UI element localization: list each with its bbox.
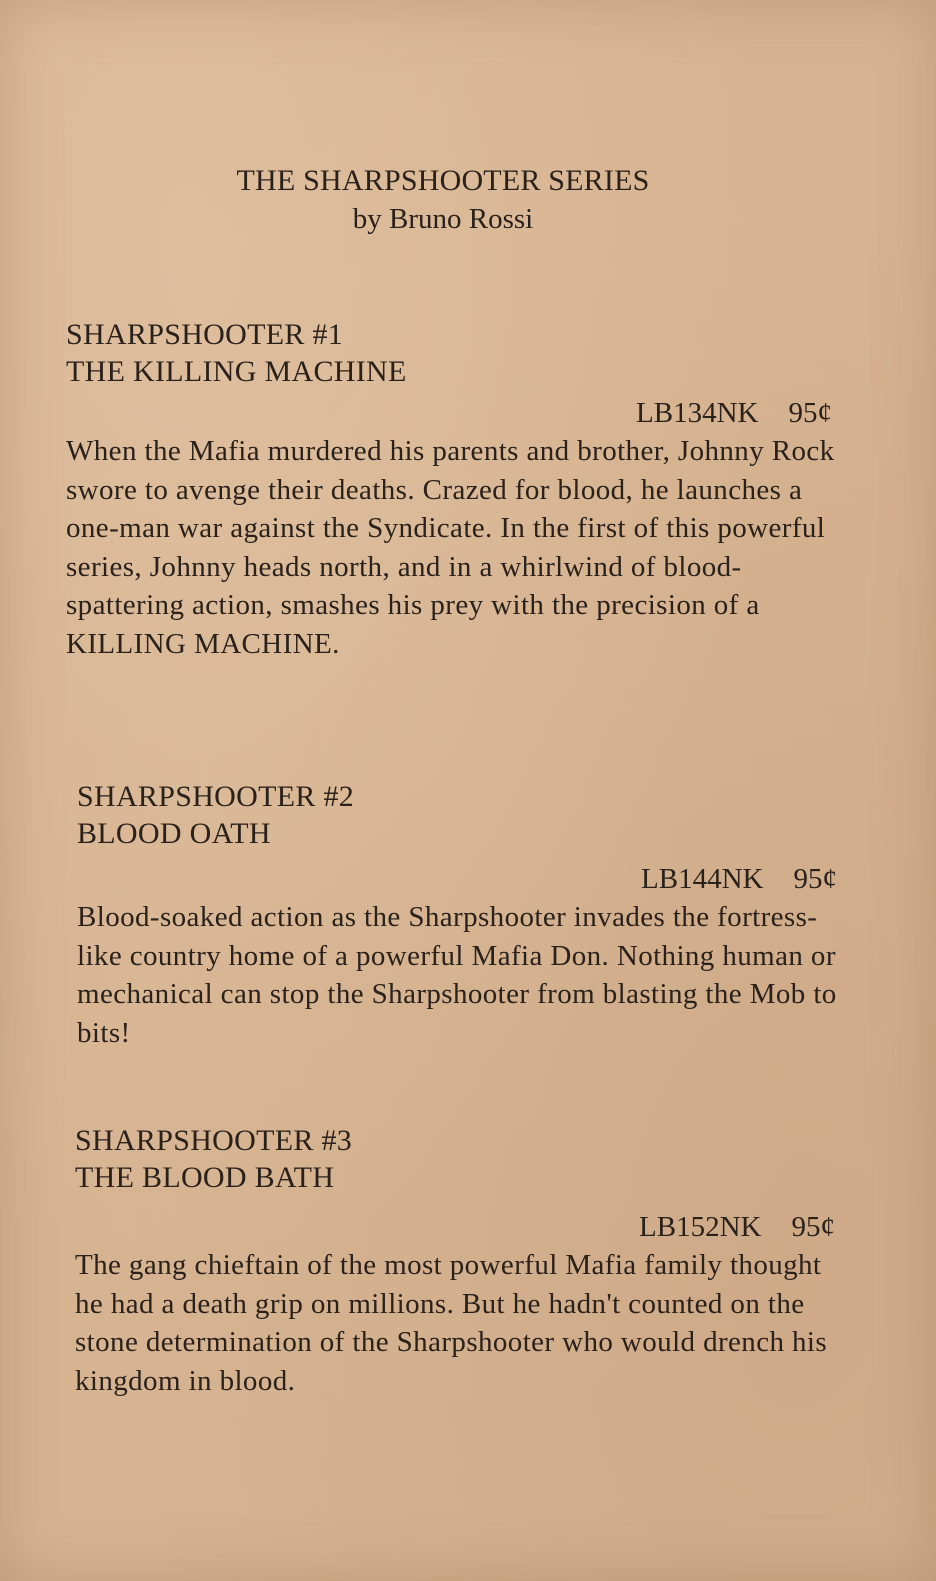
catalog-line: [77, 860, 837, 898]
book-title: THE BLOOD BATH: [75, 1161, 335, 1194]
page-header: [0, 162, 886, 238]
book-price: 95¢: [791, 1211, 835, 1243]
catalog-code: LB152NK: [639, 1211, 762, 1243]
book-entry: [75, 1122, 835, 1400]
book-price: 95¢: [793, 863, 837, 895]
catalog-line: [66, 394, 836, 432]
book-entry: [66, 316, 836, 663]
book-number: SHARPSHOOTER #3: [75, 1124, 353, 1157]
catalog-code: LB134NK: [636, 397, 759, 429]
book-description: When the Mafia murdered his parents and brother, Johnny Rock swore to avenge their deaths. Crazed for blood, he launches a one-man war against the Syndicate. In the first of this powerful series, Johnny heads north, and in a whirlwind of blood-spattering action, smashes his prey with the precision of a KILLING MACHINE.: [66, 435, 835, 660]
book-title: THE KILLING MACHINE: [66, 355, 407, 388]
book-price: 95¢: [788, 397, 832, 429]
author-byline: by Bruno Rossi: [352, 203, 534, 235]
book-title: BLOOD OATH: [77, 817, 271, 850]
catalog-line: [75, 1208, 835, 1246]
series-title: THE SHARPSHOOTER SERIES: [236, 164, 650, 197]
book-entry: [77, 778, 837, 1052]
catalog-code: LB144NK: [641, 863, 764, 895]
book-number: SHARPSHOOTER #1: [66, 318, 344, 351]
book-description: Blood-soaked action as the Sharpshooter invades the fortress-like country home of a powerful Mafia Don. Nothing human or mechanical can stop the Sharpshooter from blasting the Mob to bits!: [77, 901, 837, 1049]
book-description: The gang chieftain of the most powerful Mafia family thought he had a death grip on millions. But he hadn't counted on the stone determination of the Sharpshooter who would drench his kingdom in blood.: [75, 1249, 828, 1397]
book-number: SHARPSHOOTER #2: [77, 780, 355, 813]
